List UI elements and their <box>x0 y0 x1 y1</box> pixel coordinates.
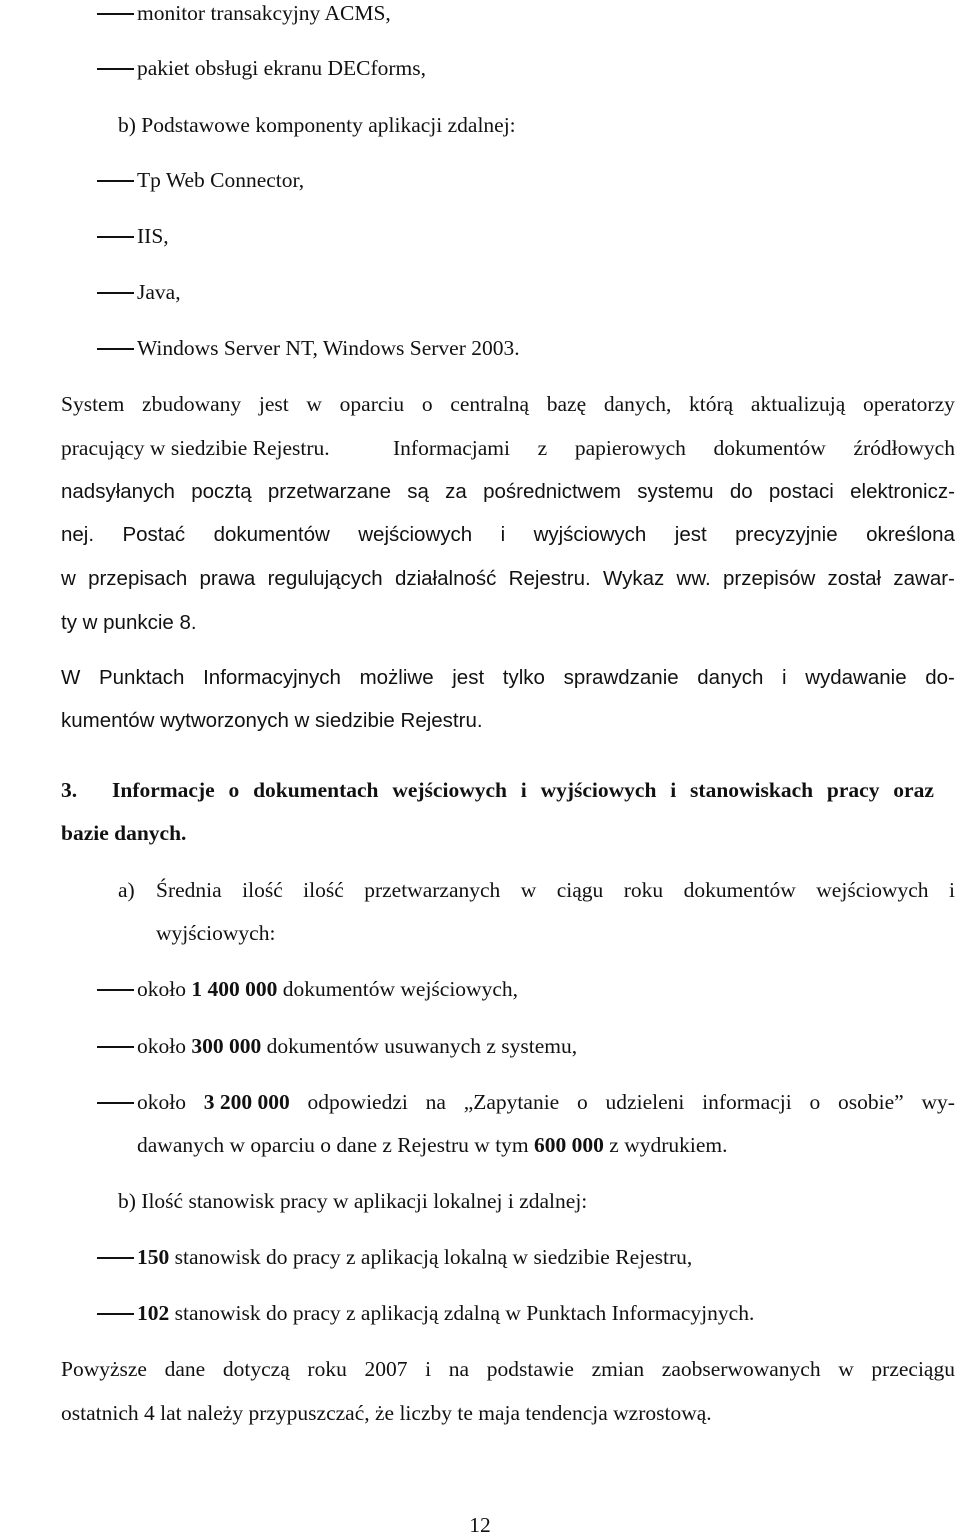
paragraph-line <box>61 522 955 548</box>
word: wyjściowych <box>533 523 647 546</box>
word: przeciągu <box>871 1357 955 1381</box>
word: o <box>421 392 433 416</box>
word: wejściowych <box>358 523 473 546</box>
word: prawa <box>199 567 256 590</box>
word: pocztą <box>191 480 252 503</box>
word: przetwarzane <box>267 480 391 503</box>
word: roku <box>307 1357 347 1381</box>
list-item-text: Windows Server NT, Windows Server 2003. <box>137 336 520 360</box>
paragraph-line <box>61 1356 955 1382</box>
word: nadsyłanych <box>61 480 175 503</box>
word: oraz <box>893 778 934 802</box>
word: dokumentach <box>253 778 379 802</box>
word: bazę <box>546 392 587 416</box>
word: dane <box>164 1357 206 1381</box>
word: o <box>577 1090 588 1114</box>
word: wejściowych <box>816 878 929 902</box>
word: przepisach <box>88 567 188 590</box>
word: do- <box>925 666 955 689</box>
word: papierowych <box>574 436 686 460</box>
word: udzieleni <box>605 1090 685 1114</box>
word: Powyższe <box>61 1357 147 1381</box>
word: wy- <box>921 1090 955 1114</box>
word: dokumentów <box>683 878 796 902</box>
word: jest <box>258 392 289 416</box>
dash-bullet <box>97 1257 134 1259</box>
paragraph-line <box>61 665 955 691</box>
paragraph-line: ty w punkcie 8. <box>61 611 197 634</box>
word: są <box>407 480 429 503</box>
word: precyzyjnie <box>735 523 838 546</box>
word: zawar- <box>893 567 955 590</box>
word: pośrednictwem <box>483 480 621 503</box>
word: 3 200 000 <box>203 1090 290 1114</box>
section-number: 3. <box>61 778 78 802</box>
word: regulujących <box>267 567 383 590</box>
word: danych <box>697 666 764 689</box>
word: i <box>520 778 527 802</box>
word: na <box>448 1357 470 1381</box>
word: określona <box>866 523 955 546</box>
word: roku <box>623 878 664 902</box>
word: ciągu <box>556 878 604 902</box>
item-a-text-cont: wyjściowych: <box>156 921 276 945</box>
word: i <box>425 1357 432 1381</box>
word: jest <box>674 523 707 546</box>
item-a-text <box>156 877 955 903</box>
dash-bullet <box>97 1046 134 1048</box>
list-item-text <box>137 1089 955 1115</box>
word: Punktach <box>98 666 185 689</box>
word: z <box>537 436 548 460</box>
paragraph-line: kumentów wytworzonych w siedzibie Rejestru. <box>61 709 483 732</box>
list-item-text: około 300 000 dokumentów usuwanych z systemu, <box>137 1034 578 1058</box>
word: około <box>137 1090 186 1114</box>
list-item-text: Java, <box>137 280 181 304</box>
list-item-text: 150 stanowisk do pracy z aplikacją lokalną w siedzibie Rejestru, <box>137 1245 693 1269</box>
dash-bullet <box>97 1102 134 1104</box>
word: Średnia <box>156 878 222 902</box>
word: w <box>306 392 322 416</box>
list-item-text-cont: dawanych w oparciu o dane z Rejestru w tym 600 000 z wydrukiem. <box>137 1133 728 1157</box>
list-item-text: około 1 400 000 dokumentów wejściowych, <box>137 977 518 1001</box>
word: System <box>61 392 125 416</box>
word: przepisów <box>722 567 816 590</box>
word: wejściowych <box>392 778 507 802</box>
word: dokumentów <box>713 436 826 460</box>
word: w <box>838 1357 854 1381</box>
word: wydawanie <box>805 666 907 689</box>
word: na <box>425 1090 446 1114</box>
word: nej. <box>61 523 95 546</box>
paragraph-line <box>61 566 955 592</box>
word: Wykaz <box>602 567 665 590</box>
item-a-label: a) <box>118 878 135 902</box>
word: 2007 <box>364 1357 408 1381</box>
word: zmian <box>591 1357 645 1381</box>
dash-bullet <box>97 236 134 238</box>
word: o <box>809 1090 821 1114</box>
word: podstawie <box>486 1357 574 1381</box>
word: ilość <box>303 878 344 902</box>
dash-bullet <box>97 989 134 991</box>
word: operatorzy <box>862 392 955 416</box>
word: tylko <box>502 666 545 689</box>
word: dotyczą <box>222 1357 290 1381</box>
word: centralną <box>450 392 530 416</box>
paragraph-line <box>61 391 955 417</box>
word: został <box>827 567 882 590</box>
dash-bullet <box>97 180 134 182</box>
list-item-text: monitor transakcyjny ACMS, <box>137 1 391 25</box>
word: o <box>228 778 240 802</box>
dash-bullet <box>97 1313 134 1315</box>
word: Informacje <box>112 778 215 802</box>
word: odpowiedzi <box>307 1090 408 1114</box>
word: systemu <box>637 480 714 503</box>
dash-bullet <box>97 68 134 70</box>
paragraph-line: ostatnich 4 lat należy przypuszczać, że liczby te maja tendencja wzrostową. <box>61 1401 712 1425</box>
paragraph-line <box>61 479 955 505</box>
word: którą <box>689 392 734 416</box>
word: dokumentów <box>213 523 330 546</box>
paragraph-line <box>393 435 955 461</box>
word: aktualizują <box>750 392 846 416</box>
word: w <box>520 878 537 902</box>
word: jest <box>452 666 485 689</box>
word: W <box>61 666 81 689</box>
word: źródłowych <box>853 436 955 460</box>
word: Informacyjnych <box>203 666 341 689</box>
word: w <box>61 567 76 590</box>
list-item-text: 102 stanowisk do pracy z aplikacją zdalną w Punktach Informacyjnych. <box>137 1301 755 1325</box>
word: danych, <box>603 392 672 416</box>
dash-bullet <box>97 292 134 294</box>
subheading-b: b) Podstawowe komponenty aplikacji zdalnej: <box>118 113 516 137</box>
word: zaobserwowanych <box>661 1357 821 1381</box>
dash-bullet <box>97 348 134 350</box>
word: informacji <box>702 1090 792 1114</box>
section-heading <box>112 777 934 803</box>
word: działalność <box>394 567 497 590</box>
dash-bullet <box>97 13 134 15</box>
word: możliwe <box>359 666 434 689</box>
word: ww. <box>676 567 711 590</box>
word: elektronicz- <box>850 480 955 503</box>
word: osobie” <box>838 1090 904 1114</box>
word: wyjściowych <box>540 778 657 802</box>
section-heading-cont: bazie danych. <box>61 821 187 845</box>
word: postaci <box>768 480 834 503</box>
word: zbudowany <box>142 392 242 416</box>
word: pracy <box>826 778 880 802</box>
word: sprawdzanie <box>563 666 679 689</box>
word: przetwarzanych <box>364 878 501 902</box>
word: ilość <box>242 878 283 902</box>
word: oparciu <box>339 392 405 416</box>
word: stanowiskach <box>690 778 814 802</box>
word: do <box>729 480 753 503</box>
word: i <box>500 523 506 546</box>
word: „Zapytanie <box>463 1090 560 1114</box>
item-b: b) Ilość stanowisk pracy w aplikacji lokalnej i zdalnej: <box>118 1189 588 1213</box>
paragraph-line: pracujący w siedzibie Rejestru. <box>61 436 330 460</box>
list-item-text: pakiet obsługi ekranu DECforms, <box>137 56 427 80</box>
word: i <box>782 666 787 689</box>
word: za <box>445 480 467 503</box>
list-item-text: IIS, <box>137 224 169 248</box>
word: i <box>948 878 955 902</box>
word: Rejestru. <box>508 567 591 590</box>
page-number: 12 <box>469 1513 491 1537</box>
word: Postać <box>122 523 186 546</box>
word: i <box>670 778 677 802</box>
list-item-text: Tp Web Connector, <box>137 168 305 192</box>
word: Informacjami <box>393 436 511 460</box>
